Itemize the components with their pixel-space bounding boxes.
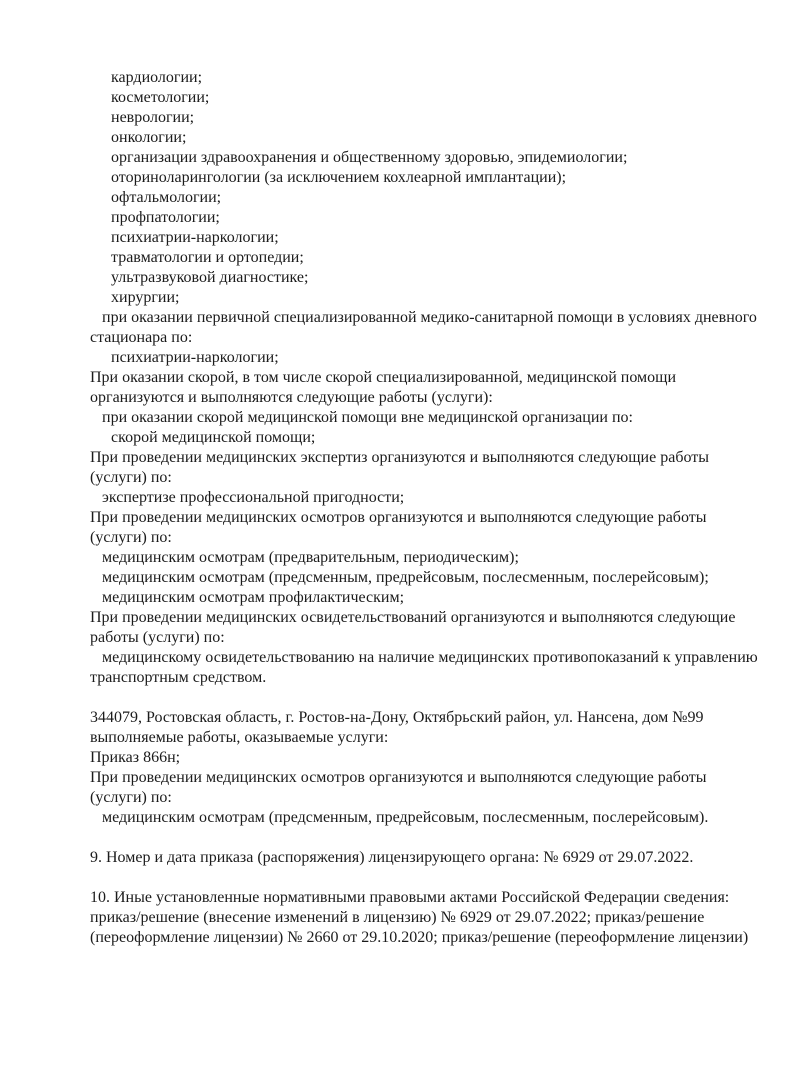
- blank-line: [90, 688, 812, 708]
- text-line: При проведении медицинских осмотров организуются и выполняются следующие работы: [90, 509, 707, 526]
- text-line: экспертизе профессиональной пригодности;: [102, 489, 405, 506]
- text-line: психиатрии-наркологии;: [111, 229, 279, 246]
- text-line: 344079, Ростовская область, г. Ростов-на-Дону, Октябрьский район, ул. Нансена, дом №99: [90, 709, 704, 726]
- text-line: хирургии;: [111, 289, 180, 306]
- text-line: Приказ 866н;: [90, 749, 181, 766]
- text-line: медицинским осмотрам (предварительным, периодическим);: [102, 549, 519, 566]
- text-line: (переоформление лицензии) № 2660 от 29.10.2020; приказ/решение (переоформление лицензии): [90, 929, 749, 946]
- text-line: психиатрии-наркологии;: [111, 349, 279, 366]
- text-line: При проведении медицинских освидетельствований организуются и выполняются следующие: [90, 609, 736, 626]
- text-line: При проведении медицинских осмотров организуются и выполняются следующие работы: [90, 769, 707, 786]
- text-line: стационара по:: [90, 329, 193, 346]
- text-line: кардиологии;: [111, 69, 203, 86]
- text-line: офтальмологии;: [111, 189, 222, 206]
- text-line: организации здравоохранения и общественному здоровью, эпидемиологии;: [111, 149, 628, 166]
- text-line: работы (услуги) по:: [90, 629, 225, 646]
- text-line: (услуги) по:: [90, 469, 172, 486]
- text-line: медицинским осмотрам профилактическим;: [102, 589, 405, 606]
- text-line: 10. Иные установленные нормативными правовыми актами Российской Федерации сведения:: [90, 889, 730, 906]
- text-line: косметологии;: [111, 89, 210, 106]
- text-line: медицинским осмотрам (предсменным, предрейсовым, послесменным, послерейсовым).: [102, 809, 709, 826]
- text-line: профпатологии;: [111, 209, 220, 226]
- text-line: ультразвуковой диагностике;: [111, 269, 309, 286]
- text-line: неврологии;: [111, 109, 195, 126]
- text-line: организуются и выполняются следующие работы (услуги):: [90, 389, 493, 406]
- text-line: оториноларингологии (за исключением кохлеарной имплантации);: [111, 169, 567, 186]
- text-line: (услуги) по:: [90, 529, 172, 546]
- text-line: выполняемые работы, оказываемые услуги:: [90, 729, 389, 746]
- text-line: транспортным средством.: [90, 669, 267, 686]
- text-line: приказ/решение (внесение изменений в лицензию) № 6929 от 29.07.2022; приказ/решение: [90, 909, 705, 926]
- document-text-block: [90, 68, 812, 948]
- text-line: травматологии и ортопедии;: [111, 249, 304, 266]
- text-line: медицинским осмотрам (предсменным, предрейсовым, послесменным, послерейсовым);: [102, 569, 709, 586]
- text-line: при оказании первичной специализированной медико-санитарной помощи в условиях дневного: [102, 309, 757, 326]
- text-line: онкологии;: [111, 129, 187, 146]
- text-line: медицинскому освидетельствованию на наличие медицинских противопоказаний к управлению: [102, 649, 758, 666]
- text-line: при оказании скорой медицинской помощи вне медицинской организации по:: [102, 409, 633, 426]
- blank-line: [90, 868, 812, 888]
- text-line: 9. Номер и дата приказа (распоряжения) лицензирующего органа: № 6929 от 29.07.2022.: [90, 849, 694, 866]
- text-line: При проведении медицинских экспертиз организуются и выполняются следующие работы: [90, 449, 709, 466]
- text-line: скорой медицинской помощи;: [111, 429, 316, 446]
- text-line: (услуги) по:: [90, 789, 172, 806]
- text-line: При оказании скорой, в том числе скорой специализированной, медицинской помощи: [90, 369, 677, 386]
- blank-line: [90, 828, 812, 848]
